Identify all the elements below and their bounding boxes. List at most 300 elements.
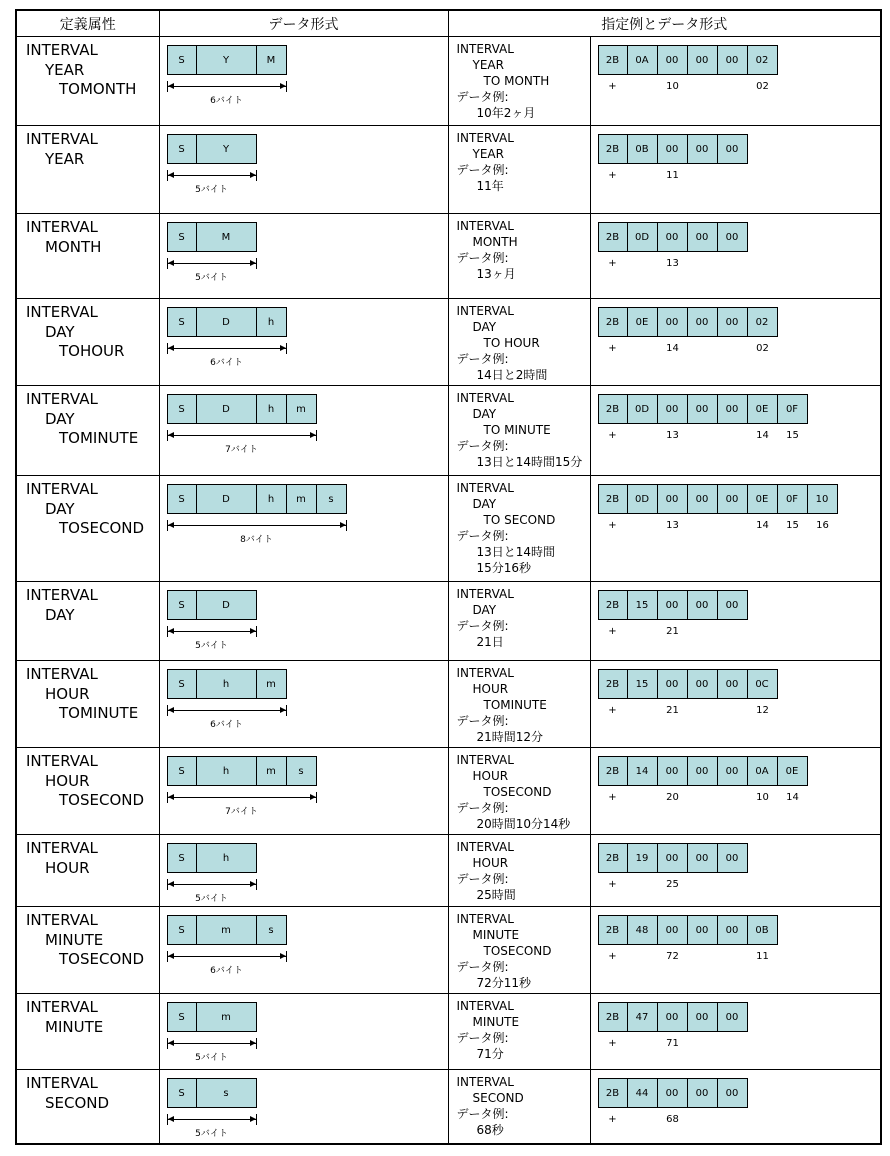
table-row [16, 299, 881, 386]
hex-format-cell [590, 126, 881, 214]
hex-byte: 15 [628, 669, 658, 699]
example-cell [448, 214, 590, 299]
example-line: DAY [472, 320, 497, 334]
hex-byte: 44 [628, 1078, 658, 1108]
hex-byte: 00 [718, 590, 748, 620]
hex-byte: 00 [688, 222, 718, 252]
attribute-cell [16, 386, 159, 476]
hex-byte: 0E [628, 307, 658, 337]
table-row [16, 126, 881, 214]
byte-length-label: 6バイト [210, 720, 243, 730]
format-field: S [167, 756, 197, 786]
hex-boxes [598, 222, 881, 252]
attribute-line: YEAR [45, 149, 85, 168]
example-line: DAY [472, 407, 497, 421]
example-cell [448, 582, 590, 661]
format-boxes [167, 484, 448, 514]
hex-byte: 00 [658, 484, 688, 514]
hex-byte: 0D [628, 222, 658, 252]
format-cell [159, 582, 448, 661]
example-line: INTERVAL [456, 42, 514, 56]
format-cell [159, 994, 448, 1070]
hex-value-label: + [608, 1038, 617, 1049]
format-cell [159, 748, 448, 835]
byte-length-arrow [167, 951, 287, 963]
hex-value-label: + [608, 343, 617, 354]
hex-value-label: + [608, 430, 617, 441]
attribute-line: INTERVAL [26, 218, 98, 236]
hex-byte: 00 [718, 756, 748, 786]
format-boxes [167, 222, 448, 252]
format-field: Y [197, 134, 257, 164]
format-field: D [197, 484, 257, 514]
hex-byte: 2B [598, 222, 628, 252]
attribute-line: INTERVAL [26, 130, 98, 148]
hex-value-label: 72 [666, 951, 679, 962]
hex-format-cell [590, 661, 881, 748]
byte-length-arrow [167, 520, 347, 532]
format-field: M [197, 222, 257, 252]
example-line: データ例: [456, 1031, 509, 1045]
hex-values [598, 170, 881, 186]
format-cell [159, 1070, 448, 1144]
hex-value-label: 13 [666, 258, 679, 269]
attribute-line: DAY [45, 322, 75, 341]
hex-boxes [598, 394, 881, 424]
attribute-cell [16, 835, 159, 907]
example-line: 13日と14時間 [476, 545, 556, 559]
example-cell [448, 126, 590, 214]
example-cell [448, 476, 590, 582]
example-line: データ例: [456, 960, 509, 974]
example-cell [448, 1070, 590, 1144]
hex-value-label: 15 [786, 430, 799, 441]
format-field: s [197, 1078, 257, 1108]
example-line: INTERVAL [456, 912, 514, 926]
byte-length-label: 8バイト [240, 535, 273, 545]
hex-byte: 10 [808, 484, 838, 514]
example-line: INTERVAL [456, 391, 514, 405]
format-cell [159, 907, 448, 994]
hex-boxes [598, 134, 881, 164]
format-boxes [167, 134, 448, 164]
attribute-line: INTERVAL [26, 303, 98, 321]
hex-byte: 0F [778, 394, 808, 424]
hex-values [598, 81, 881, 97]
hex-value-label: 14 [756, 520, 769, 531]
hex-byte: 2B [598, 669, 628, 699]
header-row [16, 10, 881, 37]
hex-value-label: 25 [666, 879, 679, 890]
hex-byte: 0D [628, 484, 658, 514]
example-cell [448, 748, 590, 835]
attribute-cell [16, 126, 159, 214]
hex-boxes [598, 843, 881, 873]
hex-byte: 0C [748, 669, 778, 699]
example-line: データ例: [456, 90, 509, 104]
hex-format-cell [590, 214, 881, 299]
hex-boxes [598, 484, 881, 514]
hex-value-label: + [608, 258, 617, 269]
hex-value-label: 14 [756, 430, 769, 441]
attribute-line: TOMONTH [59, 80, 137, 98]
format-field: D [197, 590, 257, 620]
format-field: h [257, 307, 287, 337]
format-boxes [167, 669, 448, 699]
hex-value-label: + [608, 626, 617, 637]
byte-length-label: 7バイト [225, 445, 258, 455]
example-cell [448, 37, 590, 126]
hex-byte: 2B [598, 484, 628, 514]
example-line: 25時間 [476, 888, 516, 902]
format-field: S [167, 484, 197, 514]
hex-boxes [598, 915, 881, 945]
format-field: h [197, 843, 257, 873]
byte-length-label: 6バイト [210, 96, 243, 106]
byte-length-label: 5バイト [195, 1129, 228, 1139]
hex-byte: 00 [688, 45, 718, 75]
attribute-line: TOSECOND [59, 791, 145, 809]
format-field: S [167, 669, 197, 699]
hex-byte: 00 [718, 843, 748, 873]
attribute-line: INTERVAL [26, 665, 98, 683]
attribute-cell [16, 476, 159, 582]
hex-values [598, 430, 881, 446]
example-line: 20時間10分14秒 [476, 817, 571, 831]
hex-byte: 00 [688, 915, 718, 945]
byte-length-arrow [167, 343, 287, 355]
example-line: データ例: [456, 619, 509, 633]
hex-byte: 00 [688, 669, 718, 699]
hex-value-label: + [608, 1114, 617, 1125]
hex-format-cell [590, 907, 881, 994]
byte-length-label: 5バイト [195, 185, 228, 195]
example-line: INTERVAL [456, 999, 514, 1013]
attribute-cell [16, 748, 159, 835]
hex-byte: 00 [718, 134, 748, 164]
example-line: HOUR [472, 682, 509, 696]
hex-boxes [598, 590, 881, 620]
example-line: MINUTE [472, 928, 520, 942]
hex-value-label: 12 [756, 705, 769, 716]
format-field: h [197, 756, 257, 786]
table-row [16, 214, 881, 299]
example-line: 68秒 [476, 1123, 504, 1137]
hex-byte: 00 [658, 307, 688, 337]
hex-format-cell [590, 299, 881, 386]
hex-value-label: + [608, 792, 617, 803]
byte-length-label: 5バイト [195, 1053, 228, 1063]
hex-byte: 00 [688, 134, 718, 164]
attribute-cell [16, 994, 159, 1070]
hex-byte: 00 [718, 45, 748, 75]
byte-length-arrow [167, 1114, 257, 1126]
example-line: HOUR [472, 769, 509, 783]
format-boxes [167, 394, 448, 424]
attribute-cell [16, 37, 159, 126]
byte-length-arrow [167, 705, 287, 717]
hex-byte: 00 [718, 222, 748, 252]
format-field: h [257, 394, 287, 424]
hex-values [598, 951, 881, 967]
format-cell [159, 126, 448, 214]
interval-format-table [15, 9, 882, 1145]
format-field: S [167, 1078, 197, 1108]
hex-byte: 00 [658, 590, 688, 620]
hex-value-label: 71 [666, 1038, 679, 1049]
format-field: m [197, 1002, 257, 1032]
format-field: S [167, 394, 197, 424]
table-row [16, 37, 881, 126]
hex-byte: 00 [658, 843, 688, 873]
example-cell [448, 994, 590, 1070]
format-cell [159, 835, 448, 907]
format-boxes [167, 45, 448, 75]
byte-length-arrow [167, 430, 317, 442]
format-field: S [167, 134, 197, 164]
table-row [16, 661, 881, 748]
example-line: 14日と2時間 [476, 368, 548, 382]
format-field: Y [197, 45, 257, 75]
byte-length-arrow [167, 1038, 257, 1050]
hex-byte: 02 [748, 307, 778, 337]
hex-boxes [598, 669, 881, 699]
example-line: DAY [472, 497, 497, 511]
hex-byte: 00 [688, 590, 718, 620]
hex-byte: 00 [688, 484, 718, 514]
example-line: TO HOUR [483, 336, 540, 350]
hex-byte: 00 [718, 669, 748, 699]
byte-length-arrow [167, 792, 317, 804]
example-line: 72分11秒 [476, 976, 532, 990]
hex-byte: 2B [598, 843, 628, 873]
hex-boxes [598, 1078, 881, 1108]
hex-byte: 0D [628, 394, 658, 424]
header-data-format: データ形式 [159, 10, 448, 37]
hex-byte: 00 [658, 394, 688, 424]
header-example: 指定例とデータ形式 [448, 10, 881, 37]
hex-value-label: + [608, 520, 617, 531]
hex-byte: 00 [688, 843, 718, 873]
hex-boxes [598, 1002, 881, 1032]
example-line: 13日と14時間15分 [476, 455, 583, 469]
attribute-cell [16, 1070, 159, 1144]
example-line: データ例: [456, 529, 509, 543]
attribute-line: MONTH [45, 237, 102, 256]
hex-value-label: 13 [666, 430, 679, 441]
example-line: TO MONTH [483, 74, 550, 88]
byte-length-arrow [167, 879, 257, 891]
example-line: INTERVAL [456, 1075, 514, 1089]
example-line: 15分16秒 [476, 561, 532, 575]
example-line: データ例: [456, 714, 509, 728]
hex-format-cell [590, 748, 881, 835]
hex-value-label: + [608, 81, 617, 92]
format-field: S [167, 222, 197, 252]
hex-byte: 00 [658, 669, 688, 699]
attribute-line: HOUR [45, 771, 90, 790]
hex-byte: 02 [748, 45, 778, 75]
example-line: データ例: [456, 1107, 509, 1121]
attribute-line: INTERVAL [26, 390, 98, 408]
hex-byte: 00 [688, 307, 718, 337]
attribute-line: HOUR [45, 684, 90, 703]
hex-byte: 00 [658, 134, 688, 164]
example-line: INTERVAL [456, 481, 514, 495]
example-line: INTERVAL [456, 131, 514, 145]
hex-byte: 2B [598, 1002, 628, 1032]
hex-byte: 2B [598, 756, 628, 786]
hex-values [598, 705, 881, 721]
format-field: S [167, 843, 197, 873]
hex-byte: 0A [628, 45, 658, 75]
byte-length-arrow [167, 170, 257, 182]
hex-value-label: 10 [666, 81, 679, 92]
attribute-line: INTERVAL [26, 911, 98, 929]
attribute-line: SECOND [45, 1093, 110, 1112]
hex-byte: 19 [628, 843, 658, 873]
example-line: TO MINUTE [483, 423, 551, 437]
example-cell [448, 907, 590, 994]
example-line: HOUR [472, 856, 509, 870]
example-line: データ例: [456, 439, 509, 453]
format-cell [159, 37, 448, 126]
hex-value-label: + [608, 170, 617, 181]
example-cell [448, 386, 590, 476]
example-line: TOMINUTE [483, 698, 547, 712]
byte-length-label: 5バイト [195, 273, 228, 283]
format-cell [159, 299, 448, 386]
example-cell [448, 835, 590, 907]
format-cell [159, 661, 448, 748]
attribute-line: MINUTE [45, 930, 104, 949]
hex-boxes [598, 307, 881, 337]
hex-byte: 0F [778, 484, 808, 514]
hex-byte: 00 [688, 1078, 718, 1108]
hex-value-label: 20 [666, 792, 679, 803]
format-boxes [167, 1002, 448, 1032]
hex-byte: 2B [598, 394, 628, 424]
hex-byte: 00 [658, 1078, 688, 1108]
hex-value-label: 11 [666, 170, 679, 181]
hex-values [598, 1038, 881, 1054]
example-line: データ例: [456, 872, 509, 886]
example-line: MINUTE [472, 1015, 520, 1029]
hex-byte: 0E [778, 756, 808, 786]
byte-length-arrow [167, 626, 257, 638]
attribute-line: DAY [45, 605, 75, 624]
example-line: 21時間12分 [476, 730, 544, 744]
attribute-line: TOMINUTE [59, 429, 139, 447]
hex-byte: 00 [658, 1002, 688, 1032]
attribute-line: INTERVAL [26, 998, 98, 1016]
example-line: 11年 [476, 179, 504, 193]
attribute-line: MINUTE [45, 1017, 104, 1036]
table-row [16, 907, 881, 994]
hex-byte: 00 [718, 1078, 748, 1108]
table-row [16, 748, 881, 835]
attribute-line: INTERVAL [26, 752, 98, 770]
example-line: データ例: [456, 801, 509, 815]
format-field: S [167, 307, 197, 337]
hex-value-label: 10 [756, 792, 769, 803]
hex-format-cell [590, 37, 881, 126]
example-line: データ例: [456, 352, 509, 366]
hex-format-cell [590, 1070, 881, 1144]
hex-values [598, 626, 881, 642]
hex-byte: 00 [718, 1002, 748, 1032]
byte-length-label: 5バイト [195, 641, 228, 651]
format-field: m [287, 394, 317, 424]
example-line: TO SECOND [483, 513, 556, 527]
table-row [16, 994, 881, 1070]
hex-value-label: 13 [666, 520, 679, 531]
example-cell [448, 661, 590, 748]
attribute-line: INTERVAL [26, 1074, 98, 1092]
hex-byte: 00 [718, 484, 748, 514]
format-field: S [167, 915, 197, 945]
hex-boxes [598, 45, 881, 75]
example-line: 21日 [476, 635, 504, 649]
format-field: h [197, 669, 257, 699]
attribute-line: INTERVAL [26, 480, 98, 498]
byte-length-arrow [167, 258, 257, 270]
example-cell [448, 299, 590, 386]
hex-byte: 2B [598, 45, 628, 75]
example-line: INTERVAL [456, 304, 514, 318]
format-boxes [167, 590, 448, 620]
hex-values [598, 792, 881, 808]
example-line: 10年2ヶ月 [476, 106, 536, 120]
hex-format-cell [590, 994, 881, 1070]
example-line: INTERVAL [456, 840, 514, 854]
table-row [16, 835, 881, 907]
attribute-cell [16, 907, 159, 994]
hex-byte: 00 [658, 222, 688, 252]
hex-byte: 0E [748, 484, 778, 514]
hex-value-label: + [608, 705, 617, 716]
table-row [16, 1070, 881, 1144]
attribute-cell [16, 582, 159, 661]
hex-byte: 00 [718, 915, 748, 945]
hex-value-label: 68 [666, 1114, 679, 1125]
table-row [16, 476, 881, 582]
format-field: M [257, 45, 287, 75]
format-field: h [257, 484, 287, 514]
hex-format-cell [590, 582, 881, 661]
table-row [16, 386, 881, 476]
hex-byte: 0A [748, 756, 778, 786]
format-field: D [197, 394, 257, 424]
hex-byte: 48 [628, 915, 658, 945]
hex-value-label: 16 [816, 520, 829, 531]
format-boxes [167, 843, 448, 873]
attribute-cell [16, 661, 159, 748]
hex-byte: 00 [688, 756, 718, 786]
hex-format-cell [590, 476, 881, 582]
attribute-line: YEAR [45, 60, 85, 79]
hex-format-cell [590, 835, 881, 907]
byte-length-label: 6バイト [210, 358, 243, 368]
example-line: MONTH [472, 235, 518, 249]
hex-byte: 2B [598, 590, 628, 620]
hex-value-label: + [608, 879, 617, 890]
example-line: TOSECOND [483, 785, 552, 799]
hex-boxes [598, 756, 881, 786]
format-boxes [167, 915, 448, 945]
format-field: s [317, 484, 347, 514]
hex-byte: 00 [688, 1002, 718, 1032]
